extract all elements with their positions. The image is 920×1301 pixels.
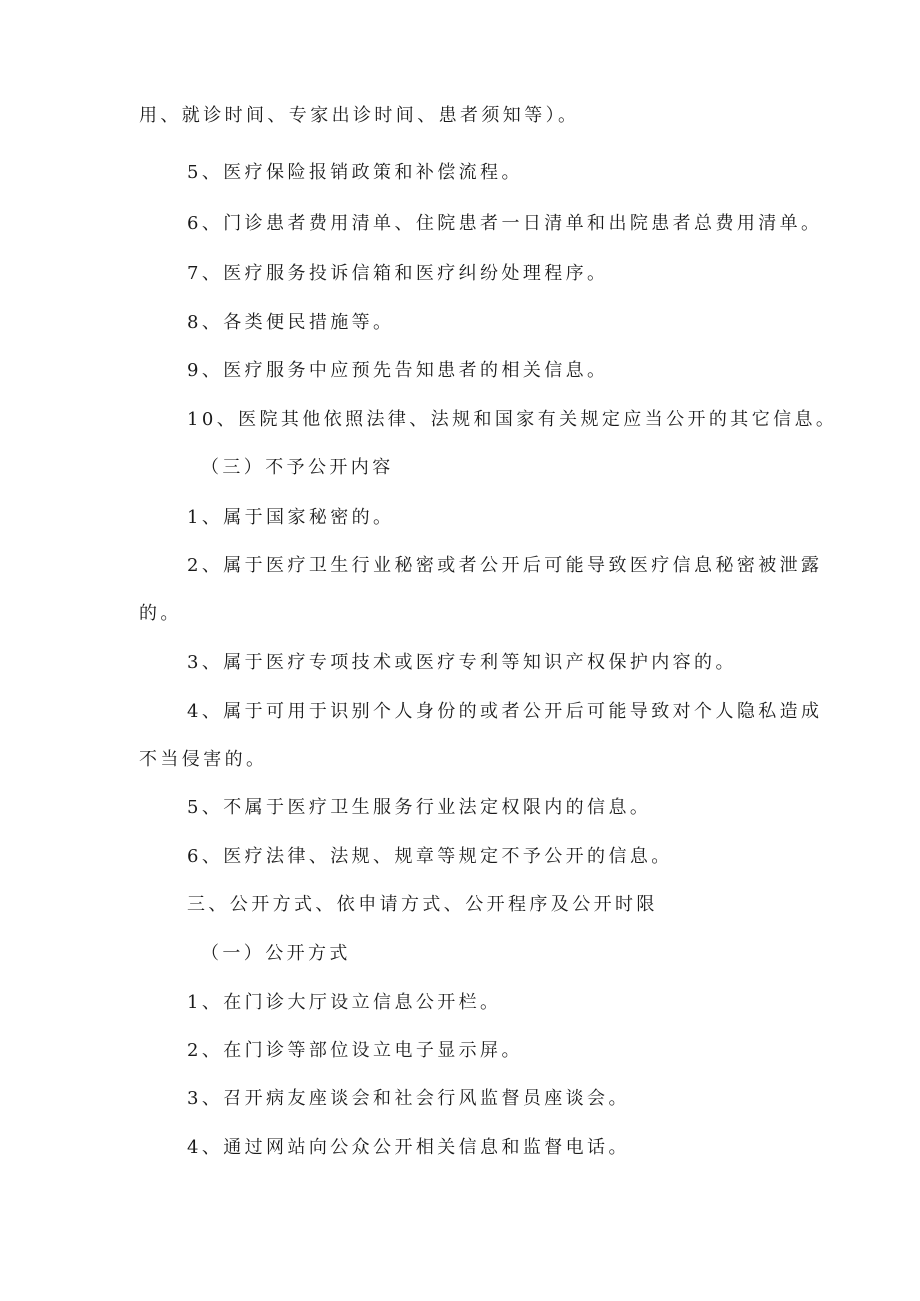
paragraph-line: 7、医疗服务投诉信箱和医疗纠纷处理程序。 [187, 263, 609, 284]
paragraph-line: 8、各类便民措施等。 [187, 312, 395, 333]
paragraph-line: 10、医院其他依照法律、法规和国家有关规定应当公开的其它信息。 [187, 409, 838, 430]
section-heading: （一）公开方式 [201, 943, 351, 964]
paragraph-line: 2、在门诊等部位设立电子显示屏。 [187, 1040, 523, 1061]
paragraph-line: 2、属于医疗卫生行业秘密或者公开后可能导致医疗信息秘密被泄露 [187, 555, 823, 576]
paragraph-line: 1、属于国家秘密的。 [187, 507, 395, 528]
paragraph-line: 9、医疗服务中应预先告知患者的相关信息。 [187, 360, 609, 381]
paragraph-line: 4、通过网站向公众公开相关信息和监督电话。 [187, 1137, 630, 1158]
paragraph-line: 3、召开病友座谈会和社会行风监督员座谈会。 [187, 1088, 630, 1109]
paragraph-line: 的。 [139, 603, 182, 624]
paragraph-line: 6、医疗法律、法规、规章等规定不予公开的信息。 [187, 846, 673, 867]
paragraph-line: 6、门诊患者费用清单、住院患者一日清单和出院患者总费用清单。 [187, 213, 823, 234]
paragraph-line: 5、医疗保险报销政策和补偿流程。 [187, 162, 523, 183]
paragraph-line: 4、属于可用于识别个人身份的或者公开后可能导致对个人隐私造成 [187, 701, 823, 722]
paragraph-line: 3、属于医疗专项技术或医疗专利等知识产权保护内容的。 [187, 652, 737, 673]
paragraph-line: 5、不属于医疗卫生服务行业法定权限内的信息。 [187, 797, 652, 818]
paragraph-line: 1、在门诊大厅设立信息公开栏。 [187, 992, 502, 1013]
paragraph-line: 不当侵害的。 [139, 749, 268, 770]
section-heading: 三、公开方式、依申请方式、公开程序及公开时限 [187, 894, 658, 915]
section-heading: （三）不予公开内容 [201, 457, 394, 478]
paragraph-line: 用、就诊时间、专家出诊时间、患者须知等）。 [139, 105, 580, 126]
